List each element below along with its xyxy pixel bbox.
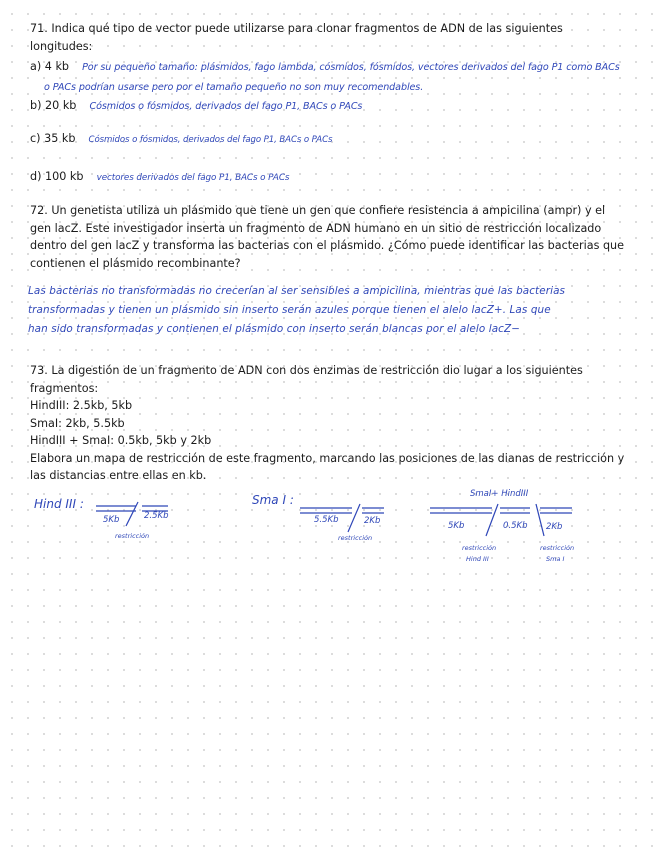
sma-title: Sma I : xyxy=(252,493,294,507)
answer-71b-line xyxy=(30,94,630,115)
double-frag-2: 0.5Kb xyxy=(503,521,528,531)
double-cut1-label-a: restricción xyxy=(462,544,497,552)
hind-frag-2: 2.5Kb xyxy=(144,511,169,521)
double-cut2-label-b: Sma I xyxy=(546,555,565,563)
double-cut2-label-a: restricción xyxy=(540,544,575,552)
double-frag-1: 5Kb xyxy=(448,521,465,531)
handwritten-answer-71a-cont: o PACs podrían usarse pero por el tamaño pequeño no son muy recomendables. xyxy=(44,82,424,93)
restriction-map-diagram xyxy=(0,480,656,580)
handwritten-answer-71a: Por su pequeño tamaño: plásmidos, fago lambda, cósmidos, fósmidos, vectores derivados del fago P1 como BACs xyxy=(82,62,620,73)
question-72 xyxy=(30,202,628,272)
answer-71a-line-2 xyxy=(44,75,644,94)
digest-sma: SmaI: 2kb, 5.5kb xyxy=(30,416,125,430)
sma-frag-2: 2Kb xyxy=(364,516,381,526)
answer-72-line-2: transformadas y tienen un plásmido sin inserto serán azules porque tienen el alelo lacZ+. Las que xyxy=(28,304,551,316)
hind-frag-1: 5Kb xyxy=(103,515,120,525)
handwritten-answer-71d: vectores derivados del fago P1, BACs o PACs xyxy=(96,173,290,183)
sma-frag-1: 5.5Kb xyxy=(314,515,339,525)
question-73 xyxy=(30,362,628,485)
hind-title: Hind III : xyxy=(34,497,84,511)
handwritten-answer-71b: Cósmidos o fósmidos, derivados del fago P1, BACs o PACs xyxy=(89,101,363,112)
answer-71a-line-1 xyxy=(30,55,630,76)
question-71-prompt: 71. Indica qué tipo de vector puede utilizarse para clonar fragmentos de ADN de las siguientes longitudes: xyxy=(30,22,563,53)
question-71 xyxy=(30,20,628,55)
digest-hind: HindIII: 2.5kb, 5kb xyxy=(30,399,133,412)
question-73-prompt: 73. La digestión de un fragmento de ADN con dos enzimas de restricción dio lugar a los siguientes fragmentos: xyxy=(30,364,583,395)
item-71a-label: a) 4 kb xyxy=(30,60,70,73)
item-71c-label: c) 35 kb xyxy=(30,132,76,145)
item-71d-label: d) 100 kb xyxy=(30,170,84,183)
answer-71c-line xyxy=(30,127,630,148)
digest-double: HindIII + SmaI: 0.5kb, 5kb y 2kb xyxy=(30,434,212,447)
double-cut1-label-b: Hind III xyxy=(466,555,489,563)
handwritten-answer-71c: Cósmidos o fósmidos, derivados del fago P1, BACs o PACs xyxy=(88,135,333,145)
answer-72-line-1: Las bacterias no transformadas no crecerían al ser sensibles a ampicilina, mientras que las bacterias xyxy=(28,285,566,297)
item-71b-label: b) 20 kb xyxy=(30,99,77,112)
question-72-prompt: 72. Un genetista utiliza un plásmido que tiene un gen que confiere resistencia a ampicilina (ampr) y el gen lacZ. Este investigador inserta un fragmento de ADN humano en un sitio de restricción localizado dentro del gen lacZ y transforma las bacterias con el plásmido. ¿Cómo puede identificar las bacterias que contienen el plásmido recombinante? xyxy=(30,204,625,270)
hind-cut-label: restricción xyxy=(115,532,150,540)
answer-71d-line xyxy=(30,165,630,186)
sma-cut-label: restricción xyxy=(338,534,373,542)
double-title: SmaI+ HindIII xyxy=(470,489,529,499)
double-frag-3: 2Kb xyxy=(546,522,563,532)
question-73-task: Elabora un mapa de restricción de este fragmento, marcando las posiciones de las dianas de restricción y las distancias entre ellas en kb. xyxy=(30,451,625,482)
answer-72-line-3: han sido transformadas y contienen el plásmido con inserto serán blancas por el alelo lacZ− xyxy=(28,323,521,335)
handwritten-answer-72 xyxy=(28,282,638,339)
